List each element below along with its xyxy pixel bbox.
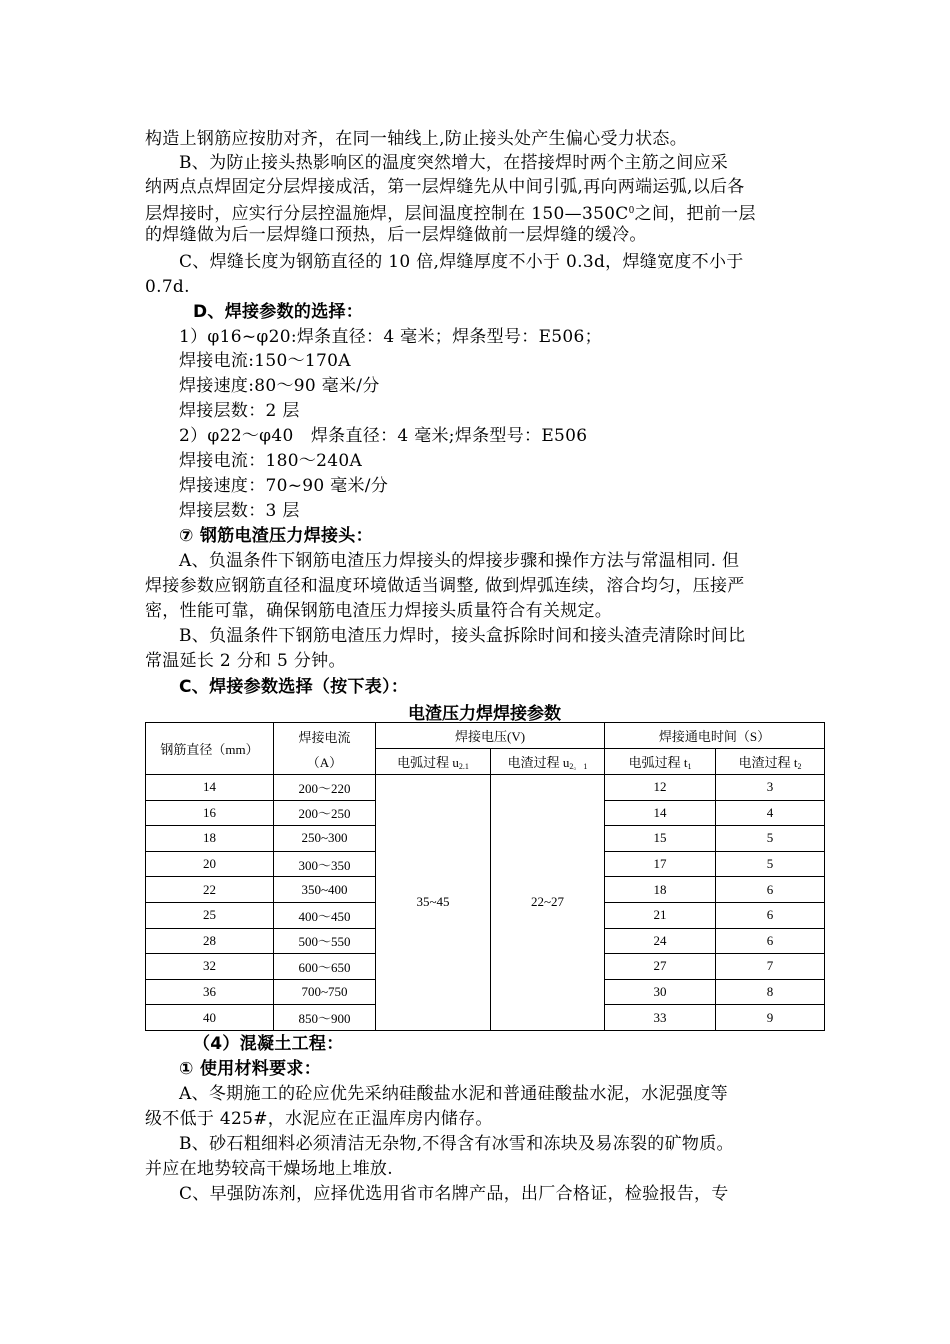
cell-arc-time: 21	[605, 902, 716, 928]
header-current	[274, 723, 376, 775]
text-line: C、早强防冻剂，应择优选用省市名牌产品，出厂合格证，检验报告，专	[179, 1184, 729, 1204]
section-heading: C、焊接参数选择（按下表）：	[179, 677, 409, 697]
table-title: 电渣压力焊焊接参数	[408, 704, 561, 724]
header-arc-time	[605, 749, 716, 775]
header-slag-voltage-label: 电渣过程 u	[507, 754, 570, 770]
cell-slag-time: 7	[716, 954, 825, 980]
text-line: 焊接层数：2 层	[179, 401, 300, 421]
header-slag-time	[716, 749, 825, 775]
cell-current: 200～250	[274, 800, 376, 826]
text-line: A、冬期施工的砼应优先采纳硅酸盐水泥和普通硅酸盐水泥，水泥强度等	[179, 1084, 728, 1104]
text-segment: 之间，把前一层	[634, 204, 756, 224]
text-line: 焊接电流:150～170A	[179, 351, 351, 371]
section-heading: ⑦ 钢筋电渣压力焊接头：	[179, 526, 373, 546]
text-line: 2）φ22～φ40 焊条直径：4 毫米;焊条型号：E506	[179, 426, 588, 446]
text-line: 焊接层数：3 层	[179, 501, 300, 521]
cell-current: 850～900	[274, 1005, 376, 1031]
section-heading: （4）混凝土工程：	[193, 1034, 344, 1054]
subscript: 2	[797, 762, 802, 771]
header-current-unit: （A）	[306, 754, 343, 770]
header-slag-voltage	[491, 749, 605, 775]
cell-diameter: 14	[146, 775, 274, 801]
cell-arc-time: 30	[605, 979, 716, 1005]
cell-arc-time: 18	[605, 877, 716, 903]
text-line: 并应在地势较高干燥场地上堆放.	[145, 1159, 393, 1179]
header-voltage: 焊接电压(V)	[376, 723, 605, 749]
cell-diameter: 32	[146, 954, 274, 980]
text-line: 焊接速度:80～90 毫米/分	[179, 376, 380, 396]
header-diameter: 钢筋直径（mm）	[146, 723, 274, 775]
table-row	[146, 775, 825, 801]
cell-diameter: 20	[146, 851, 274, 877]
superscript: 0	[628, 206, 635, 216]
cell-slag-time: 8	[716, 979, 825, 1005]
cell-slag-time: 9	[716, 1005, 825, 1031]
cell-arc-time: 17	[605, 851, 716, 877]
text-line: A、负温条件下钢筋电渣压力焊接头的焊接步骤和操作方法与常温相同. 但	[179, 551, 740, 571]
cell-diameter: 36	[146, 979, 274, 1005]
text-line: 纳两点点焊固定分层焊接成活，第一层焊缝先从中间引弧,再向两端运弧,以后各	[145, 177, 745, 197]
cell-current: 250~300	[274, 826, 376, 852]
cell-arc-time: 27	[605, 954, 716, 980]
text-line: 常温延长 2 分和 5 分钟。	[145, 651, 346, 671]
text-line: B、砂石粗细料必须清洁无杂物,不得含有冰雪和冻块及易冻裂的矿物质。	[179, 1134, 734, 1154]
cell-current: 200～220	[274, 775, 376, 801]
subscript: 2.1	[458, 762, 469, 771]
text-line: 级不低于 425#，水泥应在正温库房内储存。	[145, 1109, 493, 1129]
cell-arc-time: 15	[605, 826, 716, 852]
cell-arc-voltage: 35~45	[376, 775, 491, 1031]
text-line: 的焊缝做为后一层焊缝口预热，后一层焊缝做前一层焊缝的缓冷。	[145, 225, 647, 245]
text-line: 1）φ16~φ20:焊条直径：4 毫米；焊条型号：E506；	[179, 327, 602, 347]
header-time: 焊接通电时间（S）	[605, 723, 825, 749]
cell-diameter: 16	[146, 800, 274, 826]
cell-arc-time: 24	[605, 928, 716, 954]
text-line	[145, 199, 756, 226]
cell-current: 400～450	[274, 902, 376, 928]
cell-current: 300～350	[274, 851, 376, 877]
text-line: C、焊缝长度为钢筋直径的 10 倍,焊缝厚度不小于 0.3d，焊缝宽度不小于	[179, 252, 744, 272]
subscript: 2。 1	[569, 761, 588, 771]
welding-params-table	[145, 722, 825, 1031]
cell-diameter: 28	[146, 928, 274, 954]
cell-diameter: 25	[146, 902, 274, 928]
cell-current: 350~400	[274, 877, 376, 903]
header-slag-time-label: 电渣过程 t	[738, 755, 798, 770]
cell-arc-time: 33	[605, 1005, 716, 1031]
cell-slag-time: 6	[716, 877, 825, 903]
text-line: 焊接参数应钢筋直径和温度环境做适当调整, 做到焊弧连续，溶合均匀，压接严	[145, 576, 745, 596]
text-segment: 层焊接时，应实行分层控温施焊，层间温度控制在 150—350C	[145, 204, 629, 224]
section-heading: ① 使用材料要求：	[179, 1059, 322, 1079]
cell-diameter: 22	[146, 877, 274, 903]
text-line: 0.7d.	[145, 277, 190, 297]
text-line: B、负温条件下钢筋电渣压力焊时，接头盒拆除时间和接头渣壳清除时间比	[179, 626, 746, 646]
text-line: 构造上钢筋应按肋对齐，在同一轴线上,防止接头处产生偏心受力状态。	[145, 129, 688, 149]
cell-arc-time: 14	[605, 800, 716, 826]
cell-slag-voltage: 22~27	[491, 775, 605, 1031]
table-header-row	[146, 723, 825, 749]
cell-slag-time: 5	[716, 826, 825, 852]
cell-slag-time: 6	[716, 902, 825, 928]
cell-current: 700~750	[274, 979, 376, 1005]
cell-slag-time: 4	[716, 800, 825, 826]
cell-arc-time: 12	[605, 775, 716, 801]
text-line: 焊接速度：70~90 毫米/分	[179, 476, 389, 496]
cell-slag-time: 3	[716, 775, 825, 801]
cell-diameter: 18	[146, 826, 274, 852]
header-arc-voltage	[376, 749, 491, 775]
text-line: 焊接电流：180～240A	[179, 451, 363, 471]
cell-current: 500～550	[274, 928, 376, 954]
cell-diameter: 40	[146, 1005, 274, 1031]
text-line: 密，性能可靠，确保钢筋电渣压力焊接头质量符合有关规定。	[145, 601, 613, 621]
section-heading: D、焊接参数的选择：	[193, 302, 364, 322]
header-current-label: 焊接电流	[298, 729, 351, 745]
header-arc-time-label: 电弧过程 t	[628, 755, 688, 770]
cell-current: 600～650	[274, 954, 376, 980]
cell-slag-time: 5	[716, 851, 825, 877]
cell-slag-time: 6	[716, 928, 825, 954]
text-line: B、为防止接头热影响区的温度突然增大，在搭接焊时两个主筋之间应采	[179, 153, 729, 173]
header-arc-voltage-label: 电弧过程 u	[397, 755, 459, 770]
subscript: 1	[687, 762, 692, 771]
